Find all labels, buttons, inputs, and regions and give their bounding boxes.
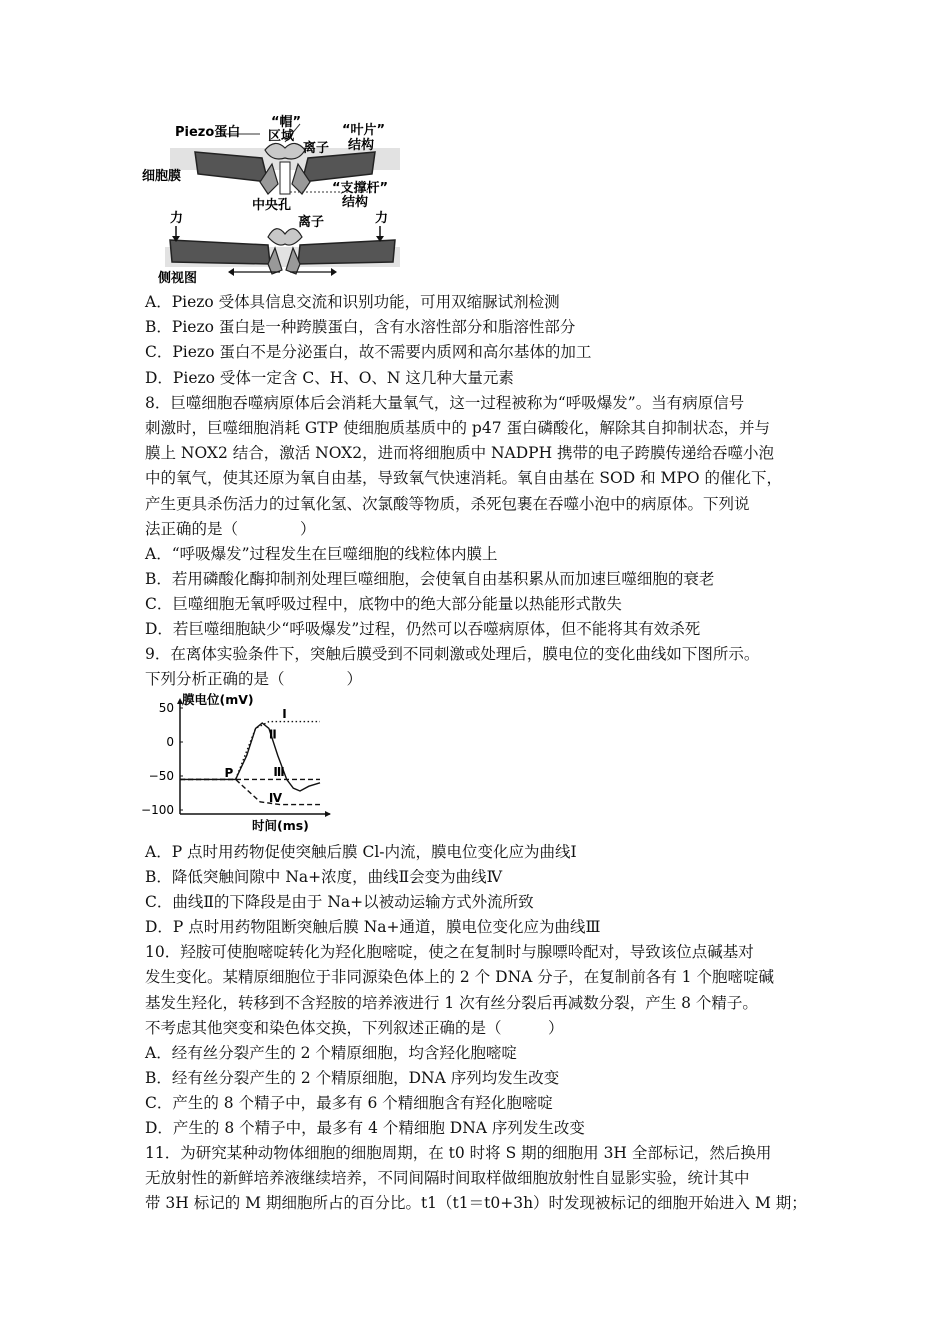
q10-stem-2: 发生变化。某精原细胞位于非同源染色体上的 2 个 DNA 分子，在复制前各有 1 个胞嘧啶碱 <box>145 968 774 986</box>
q9-stem-2: 下列分析正确的是（ ） <box>145 670 363 688</box>
side-blade-right <box>298 240 395 264</box>
label-cap-2: 区域 <box>268 129 295 144</box>
label-membrane: 细胞膜 <box>142 169 182 184</box>
q10-option-c: C．产生的 8 个精子中，最多有 6 个精细胞含有羟化胞嘧啶 <box>145 1094 553 1112</box>
label-blade-1: “叶片” <box>342 123 386 138</box>
chart-ytick: 50 <box>158 701 174 715</box>
q8-stem-3: 膜上 NOX2 结合，激活 NOX2，进而将细胞质中 NADPH 携带的电子跨膜传递给吞噬小泡 <box>145 444 775 462</box>
q10-option-b: B．经有丝分裂产生的 2 个精原细胞，DNA 序列均发生改变 <box>145 1069 560 1087</box>
q7-option-c: C．Piezo 蛋白不是分泌蛋白，故不需要内质网和高尔基体的加工 <box>145 343 592 361</box>
piezo-diagram <box>140 112 430 290</box>
side-blade-left <box>170 240 270 264</box>
chart-ytick: −100 <box>141 803 174 817</box>
label-side-view: 侧视图 <box>158 271 198 286</box>
q10-stem-3: 基发生羟化，转移到不含羟胺的培养液进行 1 次有丝分裂后再减数分裂，产生 8 个精子。 <box>145 994 758 1012</box>
q8-stem-2: 刺激时，巨噬细胞消耗 GTP 使细胞质基质中的 p47 蛋白磷酸化，解除其自抑制状态，并与 <box>145 419 771 437</box>
q10-option-d: D．产生的 8 个精子中，最多有 4 个精细胞 DNA 序列发生改变 <box>145 1119 585 1137</box>
side-cap <box>268 229 302 245</box>
label-ion-bottom: 离子 <box>298 215 325 230</box>
q8-option-d: D．若巨噬细胞缺少“呼吸爆发”过程，仍然可以吞噬病原体，但不能将其有效杀死 <box>145 620 701 638</box>
label-cap-1: “帽” <box>271 115 302 130</box>
series-label-Ⅰ: Ⅰ <box>282 707 287 722</box>
q11-stem-2: 无放射性的新鲜培养液继续培养，不同间隔时间取样做细胞放射性自显影实验，统计其中 <box>145 1169 750 1187</box>
q9-option-a: A．P 点时用药物促使突触后膜 Cl-内流，膜电位变化应为曲线Ⅰ <box>145 843 577 861</box>
q7-option-a: A．Piezo 受体具信息交流和识别功能，可用双缩脲试剂检测 <box>145 293 560 311</box>
central-pore <box>280 162 290 194</box>
q7-option-d: D．Piezo 受体一定含 C、H、O、N 这几种大量元素 <box>145 369 514 387</box>
series-label-Ⅲ: Ⅲ <box>273 765 285 779</box>
series-line-Ⅰ <box>180 722 320 780</box>
chart-ytick: −50 <box>148 769 174 783</box>
q9-stem-1: 9．在离体实验条件下，突触后膜受到不同刺激或处理后，膜电位的变化曲线如下图所示。 <box>145 645 760 663</box>
label-beam-2: 结构 <box>342 195 369 210</box>
q8-stem-5: 产生更具杀伤活力的过氧化氢、次氯酸等物质，杀死包裹在吞噬小泡中的病原体。下列说 <box>145 495 750 513</box>
chart-ytick: 0 <box>166 735 174 749</box>
series-line-Ⅱ <box>180 723 320 791</box>
chart-ylabel: 膜电位(mV) <box>182 692 254 707</box>
q10-stem-1: 10．羟胺可使胞嘧啶转化为羟化胞嘧啶，使之在复制时与腺嘌呤配对，导致该位点碱基对 <box>145 943 754 961</box>
label-ion-top: 离子 <box>303 141 330 156</box>
label-piezo: Piezo蛋白 <box>175 125 241 140</box>
q9-option-d: D．P 点时用药物阻断突触后膜 Na+通道，膜电位变化应为曲线Ⅲ <box>145 918 601 936</box>
chart-xlabel: 时间(ms) <box>252 818 309 833</box>
series-label-Ⅳ: Ⅳ <box>268 790 283 805</box>
cap-region <box>265 143 305 159</box>
q10-stem-4: 不考虑其他突变和染色体交换，下列叙述正确的是（ ） <box>145 1019 564 1037</box>
q8-option-c: C．巨噬细胞无氧呼吸过程中，底物中的绝大部分能量以热能形式散失 <box>145 595 622 613</box>
series-line-Ⅳ <box>180 779 320 804</box>
membrane-potential-chart <box>140 690 340 838</box>
q11-stem-1: 11．为研究某种动物体细胞的细胞周期，在 t0 时将 S 期的细胞用 3H 全部标记，然后换用 <box>145 1144 772 1162</box>
q8-option-b: B．若用磷酸化酶抑制剂处理巨噬细胞，会使氧自由基积累从而加速巨噬细胞的衰老 <box>145 570 715 588</box>
label-pore: 中央孔 <box>252 198 292 213</box>
q8-stem-6: 法正确的是（ ） <box>145 520 316 538</box>
label-force-right: 力 <box>375 211 389 226</box>
q9-option-b: B．降低突触间隙中 Na+浓度，曲线Ⅱ会变为曲线Ⅳ <box>145 868 503 886</box>
q7-option-b: B．Piezo 蛋白是一种跨膜蛋白，含有水溶性部分和脂溶性部分 <box>145 318 576 336</box>
q8-option-a: A．“呼吸爆发”过程发生在巨噬细胞的线粒体内膜上 <box>145 545 498 563</box>
q9-option-c: C．曲线Ⅱ的下降段是由于 Na+以被动运输方式外流所致 <box>145 893 534 911</box>
series-label-Ⅱ: Ⅱ <box>268 727 277 742</box>
label-force-left: 力 <box>170 211 184 226</box>
q11-stem-3: 带 3H 标记的 M 期细胞所占的百分比。t1（t1＝t0+3h）时发现被标记的细胞开始进入 M 期； <box>145 1194 807 1212</box>
label-beam-1: “支撑杆” <box>332 181 389 196</box>
chart-x-arrow <box>325 811 331 817</box>
chart-point-p: P <box>224 766 234 780</box>
q8-stem-1: 8．巨噬细胞吞噬病原体后会消耗大量氧气，这一过程被称为“呼吸爆发”。当有病原信号 <box>145 394 745 412</box>
q10-option-a: A．经有丝分裂产生的 2 个精原细胞，均含羟化胞嘧啶 <box>145 1044 517 1062</box>
q8-stem-4: 中的氧气，使其还原为氧自由基，导致氧气快速消耗。氧自由基在 SOD 和 MPO 的催化下， <box>145 469 782 487</box>
label-blade-2: 结构 <box>348 138 375 153</box>
